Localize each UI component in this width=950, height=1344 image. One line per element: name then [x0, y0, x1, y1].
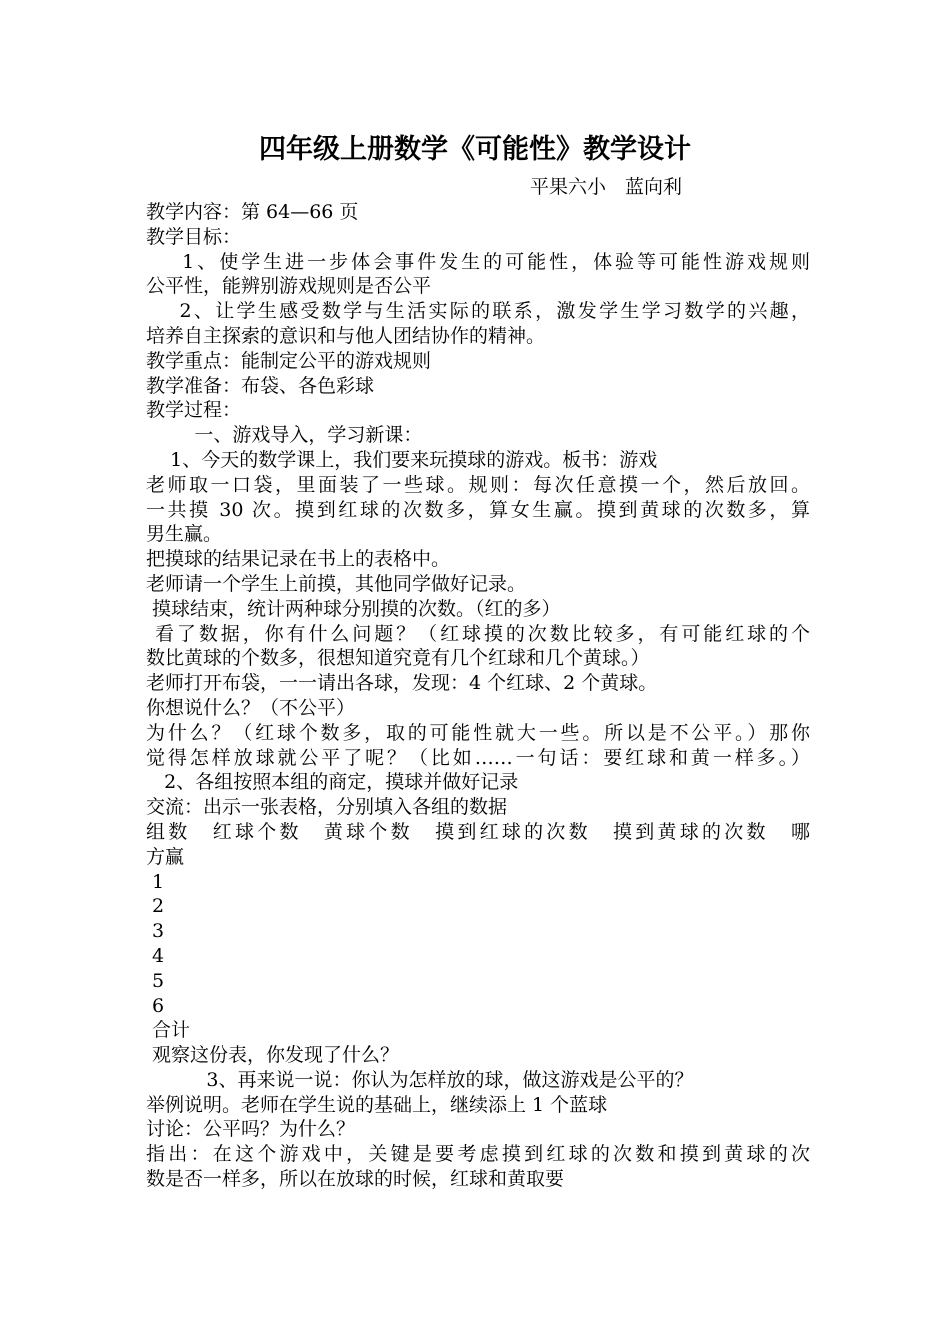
text-line: 摸球结束，统计两种球分别摸的次数。（红的多） [146, 597, 561, 620]
text-line: 3 [146, 920, 165, 943]
text-line: 教学过程： [146, 399, 242, 422]
text-line: 老师打开布袋，一一请出各球，发现：4 个红球、2 个黄球。 [146, 672, 658, 695]
text-line: 数比黄球的个数多，很想知道究竟有几个红球和几个黄球。） [146, 647, 650, 670]
text-line: 1、今天的数学课上，我们要来玩摸球的游戏。板书：游戏 [146, 448, 658, 471]
text-line: 培养自主探索的意识和与他人团结协作的精神。 [146, 324, 546, 347]
text-line: 1、使学生进一步体会事件发生的可能性，体验等可能性游戏规则 [146, 250, 810, 273]
text-line: 老师取一口袋，里面装了一些球。规则：每次任意摸一个，然后放回。 [146, 473, 810, 496]
text-line: 看了数据，你有什么问题？（红球摸的次数比较多，有可能红球的个 [146, 622, 810, 645]
text-line: 觉得怎样放球就公平了呢？（比如……一句话：要红球和黄一样多。） [146, 746, 810, 769]
text-line: 老师请一个学生上前摸，其他同学做好记录。 [146, 572, 527, 595]
text-line: 教学内容：第 64—66 页 [146, 201, 359, 223]
text-line: 组数 红球个数 黄球个数 摸到红球的次数 摸到黄球的次数 哪 [146, 820, 810, 843]
text-line: 1 [146, 870, 165, 893]
text-line: 6 [146, 994, 165, 1017]
text-line: 2 [146, 895, 165, 918]
text-line: 合计 [146, 1019, 191, 1042]
text-line: 2、让学生感受数学与生活实际的联系，激发学生学习数学的兴趣， [146, 300, 810, 323]
document-title: 四年级上册数学《可能性》教学设计 [259, 134, 691, 165]
text-line: 2、各组按照本组的商定，摸球并做好记录 [146, 771, 519, 794]
text-line: 4 [146, 944, 165, 967]
text-line: 数是否一样多，所以在放球的时候，红球和黄取要 [146, 1168, 565, 1191]
text-line: 为什么？（红球个数多，取的可能性就大一些。所以是不公平。）那你 [146, 721, 810, 744]
text-line: 3、再来说一说：你认为怎样放的球，做这游戏是公平的？ [146, 1068, 694, 1091]
author-line: 平果六小 蓝向利 [530, 176, 683, 198]
text-line: 方赢 [146, 845, 185, 868]
text-line: 把摸球的结果记录在书上的表格中。 [146, 548, 451, 571]
text-line: 举例说明。老师在学生说的基础上，继续添上 1 个蓝球 [146, 1093, 608, 1116]
text-line: 教学重点：能制定公平的游戏规则 [146, 349, 432, 372]
text-line: 一共摸 30 次。摸到红球的次数多，算女生赢。摸到黄球的次数多，算 [146, 498, 810, 521]
text-line: 你想说什么？（不公平） [146, 696, 356, 719]
text-line: 男生赢。 [146, 523, 223, 546]
text-line: 教学目标： [146, 225, 242, 248]
text-line: 公平性，能辨别游戏规则是否公平 [146, 275, 432, 298]
text-line: 教学准备：布袋、各色彩球 [146, 374, 375, 397]
text-line: 交流：出示一张表格，分别填入各组的数据 [146, 796, 508, 819]
text-line: 5 [146, 969, 165, 992]
text-line: 一、游戏导入，学习新课： [146, 424, 423, 447]
text-line: 观察这份表，你发现了什么？ [146, 1044, 400, 1067]
document-body [146, 200, 810, 1192]
text-line: 讨论：公平吗？为什么？ [146, 1118, 356, 1141]
text-line: 指出：在这个游戏中，关键是要考虑摸到红球的次数和摸到黄球的次 [146, 1143, 810, 1166]
